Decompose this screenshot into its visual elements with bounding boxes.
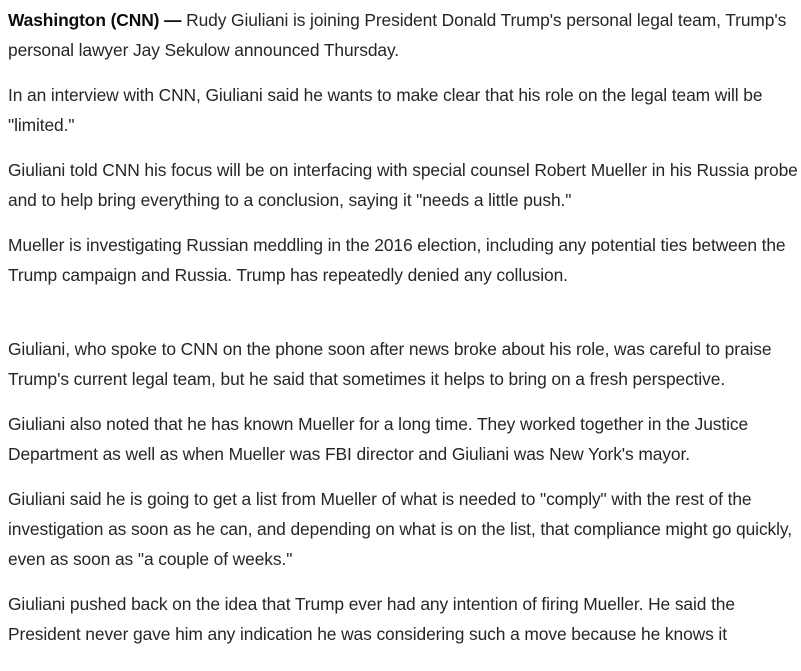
article-paragraph-8: Giuliani pushed back on the idea that Trump ever had any intention of firing Mueller. He said the President never gave him any indication he was considering such a move because he knows it — [8, 594, 735, 644]
article-paragraph-7: Giuliani said he is going to get a list from Mueller of what is needed to "comply" with the rest of the investigation as soon as he can, and depending on what is on the list, that compliance might go quickly, even as soon as "a couple of weeks." — [8, 489, 792, 569]
article-paragraph-3: Giuliani told CNN his focus will be on interfacing with special counsel Robert Mueller in his Russia probe and to help bring everything to a conclusion, saying it "needs a little push." — [8, 160, 798, 210]
article-paragraph-4: Mueller is investigating Russian meddling in the 2016 election, including any potential ties between the Trump campaign and Russia. Trump has repeatedly denied any collusion. — [8, 235, 786, 285]
article-paragraph-1 — [8, 5, 798, 65]
paragraph-text: Rudy Giuliani is joining President Donald Trump's personal legal team, Trump's personal lawyer Jay Sekulow announced Thursday. — [8, 10, 787, 60]
dateline: Washington (CNN) — [8, 10, 160, 30]
article-paragraph-2: In an interview with CNN, Giuliani said he wants to make clear that his role on the legal team will be "limited." — [8, 85, 763, 135]
article-paragraph-5: Giuliani, who spoke to CNN on the phone soon after news broke about his role, was careful to praise Trump's current legal team, but he said that sometimes it helps to bring on a fresh perspective. — [8, 339, 772, 389]
dateline-dash: — — [159, 10, 187, 30]
article-paragraph-6: Giuliani also noted that he has known Mueller for a long time. They worked together in the Justice Department as well as when Mueller was FBI director and Giuliani was New York's mayor. — [8, 414, 749, 464]
